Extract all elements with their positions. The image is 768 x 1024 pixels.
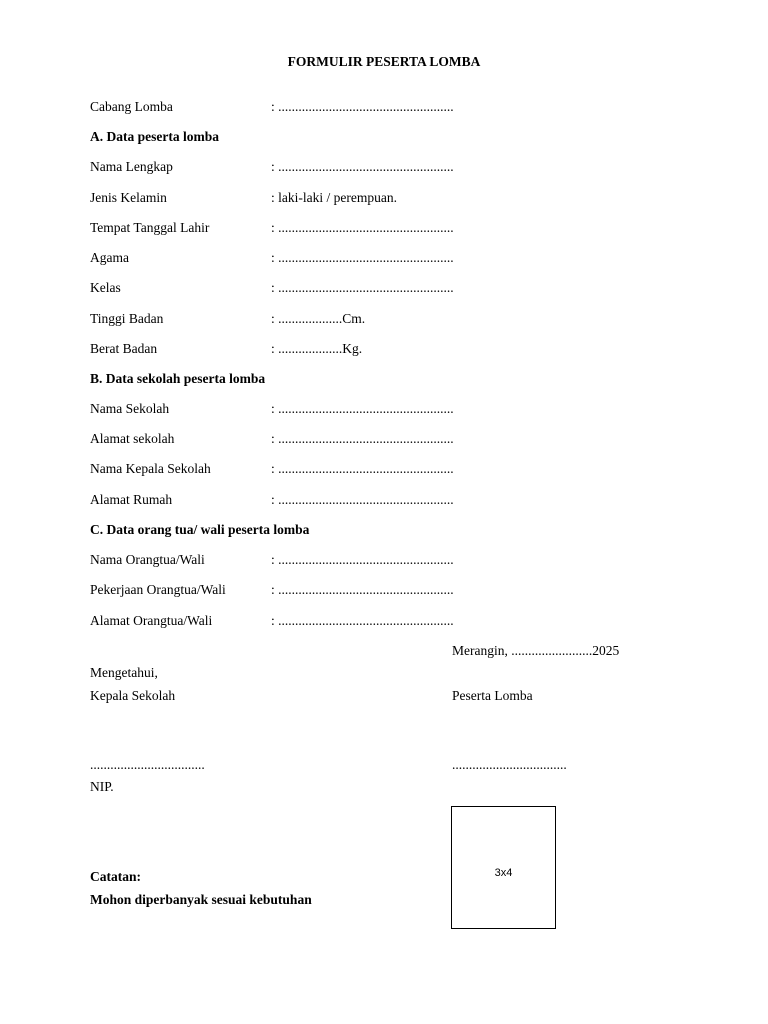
section-a-heading: A. Data peserta lomba <box>90 129 219 144</box>
field-label: Pekerjaan Orangtua/Wali <box>90 582 226 597</box>
field-label: Nama Orangtua/Wali <box>90 552 205 567</box>
field-label: Nama Kepala Sekolah <box>90 461 211 476</box>
peserta-lomba-label: Peserta Lomba <box>452 688 533 703</box>
right-signature-line: .................................. <box>452 757 567 772</box>
kepala-sekolah-label: Kepala Sekolah <box>90 688 176 703</box>
left-signature-line: .................................. <box>90 757 205 772</box>
field-label: Alamat Rumah <box>90 492 173 507</box>
nip-label: NIP. <box>90 779 114 794</box>
field-label: Berat Badan <box>90 341 158 356</box>
field-label: Alamat sekolah <box>90 431 175 446</box>
field-value: : .................................................... <box>271 552 454 567</box>
field-value: : ...................Kg. <box>271 341 363 356</box>
mengetahui-label: Mengetahui, <box>90 665 158 680</box>
note-heading: Catatan: <box>90 869 141 884</box>
field-value: : .................................................... <box>271 461 454 476</box>
field-value: : .................................................... <box>271 401 454 416</box>
note-text: Mohon diperbanyak sesuai kebutuhan <box>90 892 312 907</box>
section-c-heading: C. Data orang tua/ wali peserta lomba <box>90 522 310 537</box>
field-value: : .................................................... <box>271 250 454 265</box>
field-value: : .................................................... <box>271 220 454 235</box>
field-value: : .................................................... <box>271 431 454 446</box>
field-value: : laki-laki / perempuan. <box>271 190 397 205</box>
field-label: Alamat Orangtua/Wali <box>90 613 213 628</box>
field-label: Jenis Kelamin <box>90 190 167 205</box>
place-date: Merangin, ........................2025 <box>452 643 620 658</box>
field-label: Agama <box>90 250 129 265</box>
section-b-heading: B. Data sekolah peserta lomba <box>90 371 266 386</box>
field-value: : .................................................... <box>271 159 454 174</box>
field-label: Tinggi Badan <box>90 311 164 326</box>
field-value: : .................................................... <box>271 99 454 114</box>
field-label: Kelas <box>90 280 121 295</box>
field-value: : .................................................... <box>271 280 454 295</box>
field-value: : .................................................... <box>271 613 454 628</box>
field-label: Cabang Lomba <box>90 99 173 114</box>
field-label: Tempat Tanggal Lahir <box>90 220 210 235</box>
photo-box <box>451 806 556 929</box>
field-value: : .................................................... <box>271 582 454 597</box>
field-label: Nama Sekolah <box>90 401 170 416</box>
field-value: : ...................Cm. <box>271 311 366 326</box>
photo-size-label: 3x4 <box>494 867 513 879</box>
field-value: : .................................................... <box>271 492 454 507</box>
field-label: Nama Lengkap <box>90 159 173 174</box>
form-title: FORMULIR PESERTA LOMBA <box>287 54 481 69</box>
